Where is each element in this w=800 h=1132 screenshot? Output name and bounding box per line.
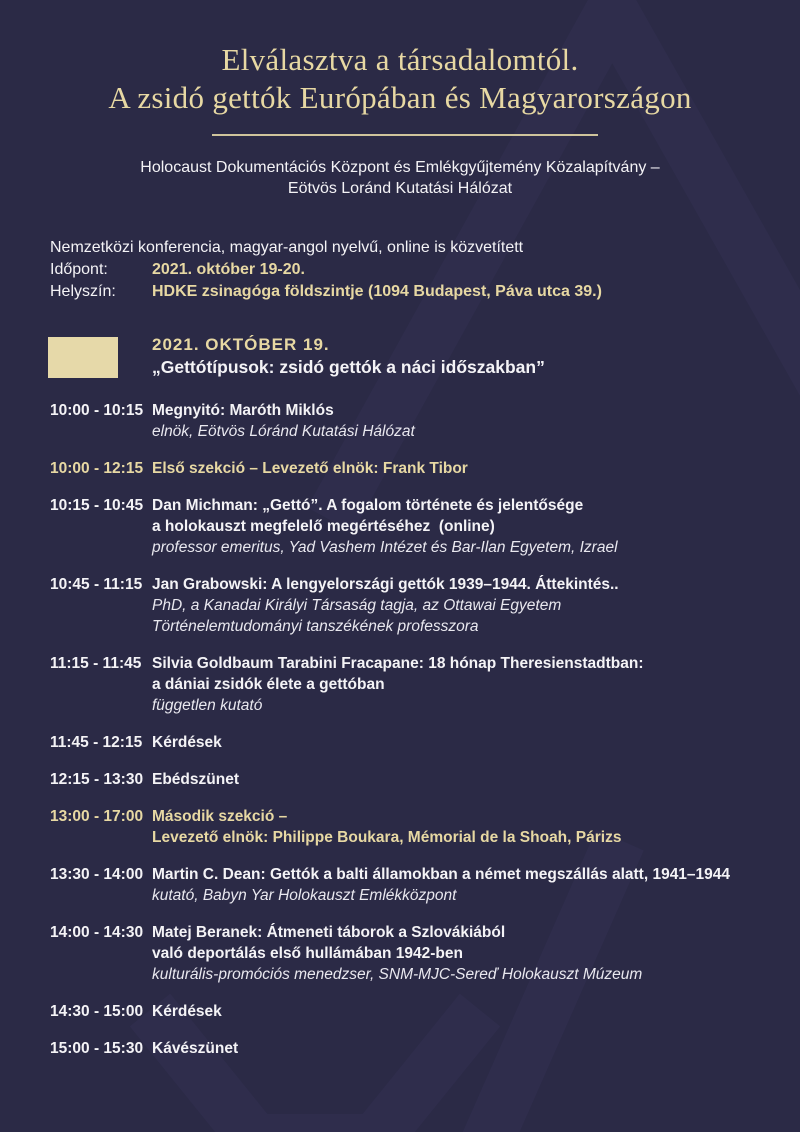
- schedule-lines: [152, 732, 780, 753]
- schedule-line: elnök, Eötvös Lóránd Kutatási Hálózat: [152, 423, 415, 440]
- schedule: [50, 400, 780, 1075]
- venue-label: Helyszín:: [50, 283, 116, 300]
- schedule-line: Ebédszünet: [152, 771, 239, 788]
- schedule-line: PhD, a Kanadai Királyi Társaság tagja, az Ottawai Egyetem: [152, 597, 562, 614]
- title-line2: A zsidó gettók Európában és Magyarországon: [108, 80, 692, 115]
- schedule-line: független kutató: [152, 697, 263, 714]
- date-value: 2021. október 19-20.: [152, 261, 305, 278]
- schedule-line: Kérdések: [152, 1003, 222, 1020]
- venue-row: [50, 281, 770, 303]
- schedule-time: 11:45 - 12:15: [50, 734, 143, 751]
- schedule-line: Kérdések: [152, 734, 222, 751]
- schedule-lines: [152, 769, 780, 790]
- schedule-line: Második szekció –: [152, 808, 288, 825]
- schedule-row: [50, 732, 780, 753]
- day-header: [152, 334, 780, 378]
- day-theme: „Gettótípusok: zsidó gettók a náci időszakban”: [152, 357, 545, 377]
- schedule-time: 10:00 - 10:15: [50, 402, 144, 419]
- schedule-row: [50, 769, 780, 790]
- organizer: [0, 157, 800, 199]
- schedule-time: 13:00 - 17:00: [50, 808, 144, 825]
- schedule-row: [50, 1038, 780, 1059]
- schedule-line: Dan Michman: „Gettó”. A fogalom története és jelentősége: [152, 497, 584, 514]
- schedule-lines: [152, 653, 780, 716]
- schedule-line: Történelemtudományi tanszékének professzora: [152, 618, 479, 635]
- organizer-line1: Holocaust Dokumentációs Központ és Emlékgyűjtemény Közalapítvány –: [140, 159, 660, 176]
- schedule-lines: [152, 922, 780, 985]
- schedule-row: [50, 806, 780, 848]
- schedule-line: Martin C. Dean: Gettók a balti államokban a német megszállás alatt, 1941–1944: [152, 866, 731, 883]
- schedule-lines: [152, 1038, 780, 1059]
- title-divider: [212, 134, 598, 136]
- schedule-time: 14:00 - 14:30: [50, 924, 144, 941]
- schedule-time: 11:15 - 11:45: [50, 655, 142, 672]
- schedule-lines: [152, 458, 780, 479]
- schedule-line: Első szekció – Levezető elnök: Frank Tibor: [152, 460, 468, 477]
- conference-info: [50, 237, 770, 303]
- schedule-row: [50, 653, 780, 716]
- conference-note: Nemzetközi konferencia, magyar-angol nyelvű, online is közvetített: [50, 239, 524, 256]
- schedule-line: kutató, Babyn Yar Holokauszt Emlékközpont: [152, 887, 457, 904]
- schedule-line: való deportálás első hullámában 1942-ben: [152, 945, 463, 962]
- schedule-line: Matej Beranek: Átmeneti táborok a Szlovákiából: [152, 924, 506, 941]
- title-line1: Elválasztva a társadalomtól.: [221, 42, 579, 77]
- schedule-row: [50, 922, 780, 985]
- schedule-row: [50, 864, 780, 906]
- organizer-line2: Eötvös Loránd Kutatási Hálózat: [287, 180, 513, 197]
- date-row: [50, 259, 770, 281]
- day-date: 2021. OKTÓBER 19.: [152, 335, 330, 354]
- schedule-row: [50, 458, 780, 479]
- page-title: [0, 41, 800, 117]
- schedule-line: Jan Grabowski: A lengyelországi gettók 1939–1944. Áttekintés..: [152, 576, 619, 593]
- schedule-lines: [152, 574, 780, 637]
- schedule-line: a holokauszt megfelelő megértéséhez (online): [152, 518, 495, 535]
- schedule-time: 10:15 - 10:45: [50, 497, 144, 514]
- schedule-row: [50, 495, 780, 558]
- date-label: Időpont:: [50, 261, 108, 278]
- schedule-lines: [152, 400, 780, 442]
- schedule-line: Megnyitó: Maróth Miklós: [152, 402, 334, 419]
- schedule-time: 14:30 - 15:00: [50, 1003, 144, 1020]
- schedule-time: 10:00 - 12:15: [50, 460, 144, 477]
- schedule-row: [50, 400, 780, 442]
- schedule-line: a dániai zsidók élete a gettóban: [152, 676, 385, 693]
- schedule-lines: [152, 806, 780, 848]
- day-marker-square: [48, 337, 118, 378]
- schedule-line: professor emeritus, Yad Vashem Intézet és Bar-Ilan Egyetem, Izrael: [152, 539, 618, 556]
- schedule-time: 13:30 - 14:00: [50, 866, 144, 883]
- schedule-row: [50, 574, 780, 637]
- schedule-time: 10:45 - 11:15: [50, 576, 143, 593]
- schedule-line: Levezető elnök: Philippe Boukara, Mémorial de la Shoah, Párizs: [152, 829, 622, 846]
- schedule-lines: [152, 864, 780, 906]
- schedule-row: [50, 1001, 780, 1022]
- schedule-line: kulturális-promóciós menedzser, SNM-MJC-Sereď Holokauszt Múzeum: [152, 966, 643, 983]
- schedule-time: 12:15 - 13:30: [50, 771, 144, 788]
- schedule-lines: [152, 1001, 780, 1022]
- venue-value: HDKE zsinagóga földszintje (1094 Budapest, Páva utca 39.): [152, 283, 602, 300]
- schedule-lines: [152, 495, 780, 558]
- schedule-line: Silvia Goldbaum Tarabini Fracapane: 18 hónap Theresienstadtban:: [152, 655, 644, 672]
- schedule-line: Kávészünet: [152, 1040, 239, 1057]
- schedule-time: 15:00 - 15:30: [50, 1040, 144, 1057]
